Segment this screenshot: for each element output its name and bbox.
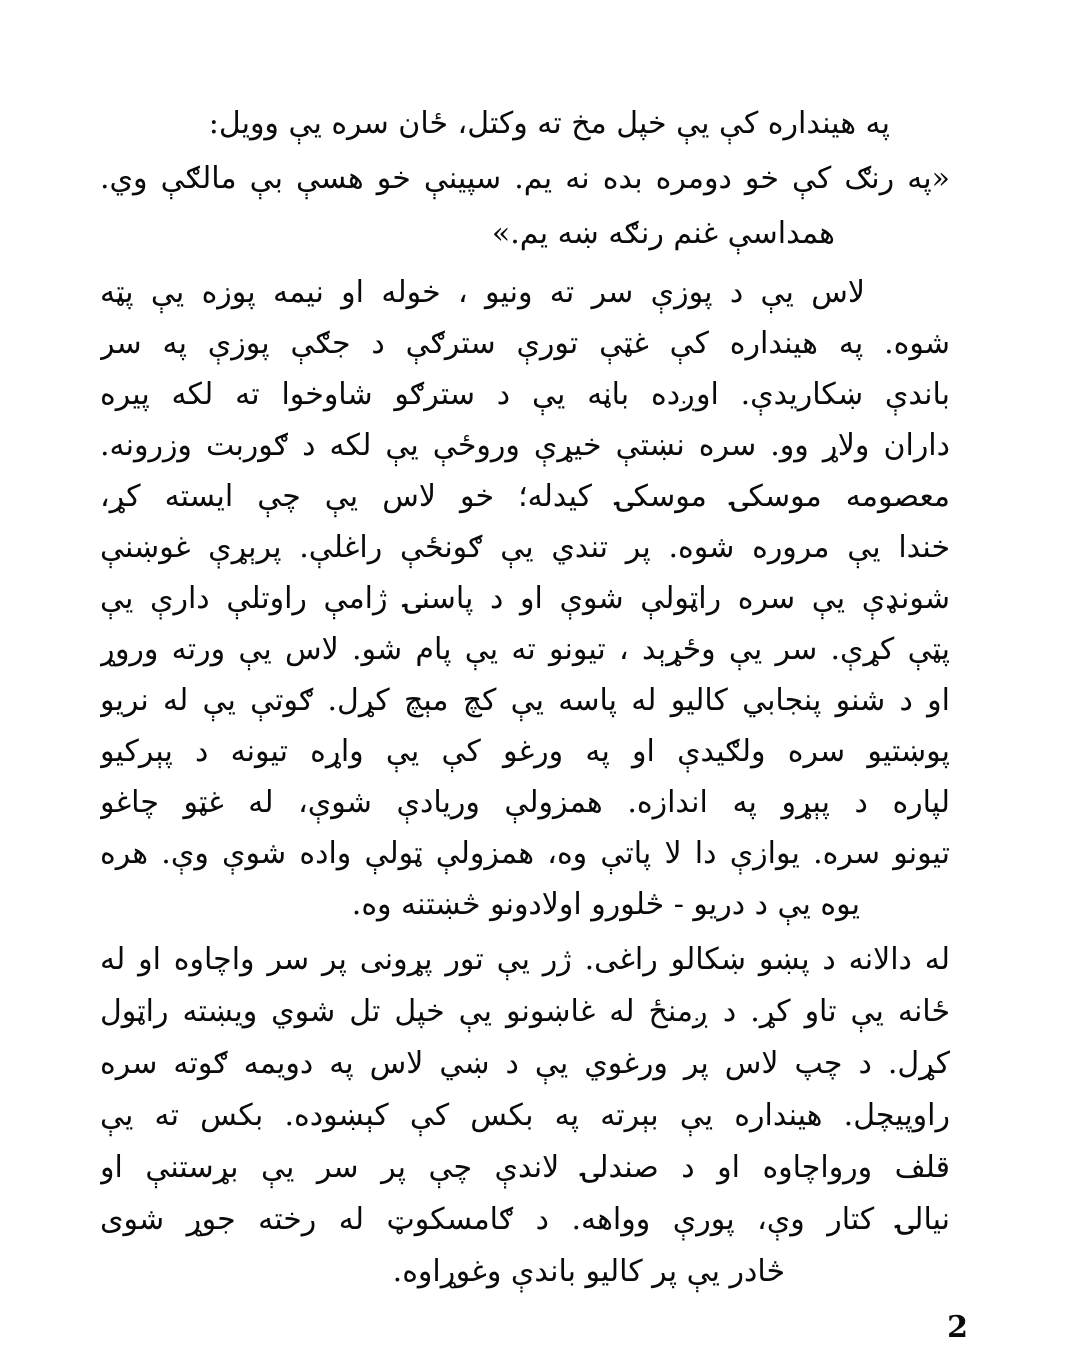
paragraph-3 [100,934,950,1298]
page-number: 2 [947,1310,968,1345]
text-line: خندا يې مروره شوه. پر تندي يې ګونځې راغلې. پرېړې غوښنې [100,530,950,565]
paragraph-2 [100,267,950,930]
text-line: کړل. د چپ لاس پر ورغوي يې د ښي لاس په دويمه ګوته سره [100,1046,950,1081]
text-block [100,96,950,1298]
text-line: لپاره د پېړو په اندازه. همزولې وريادې شوې، له غټو چاغو [100,785,950,820]
text-line: له دالانه د پښو ښکالو راغی. ژر يې تور پړونی پر سر واچاوه او له [100,942,950,977]
text-line: شونډې يې سره راټولې شوې او د پاسنۍ ژامې راوتلې دارې يې [100,581,950,616]
text-line: ځانه يې تاو کړ. د ږمنځ له غاښونو يې خپل تل شوي ويښته راټول [100,994,950,1029]
text-line: همداسې غنم رنګه ښه يم.» [491,216,835,251]
text-line: تيونو سره. يوازې دا لا پاتې وه، همزولې ټولې واده شوې وې. هره [100,836,950,871]
text-line: پټې کړې. سر يې وځړېد ، تيونو ته يې پام شو. لاس يې ورته وروړ [100,632,950,667]
text-line: يوه يې د دريو - څلورو اولادونو څښتنه وه. [351,887,860,922]
text-line: شوه. په هينداره کې غټې تورې سترګې د جګې پوزې په سر [100,326,950,361]
text-line: لاس يې د پوزې سر ته ونيو ، خوله او نيمه پوزه يې پټه [100,275,865,310]
text-line: داران ولاړ وو. سره نښتې خيړې وروځې يې لکه د ګوربت وزرونه. [100,428,950,463]
text-line: باندې ښکاريدې. اوږده باڼه يې د سترګو شاوخوا ته لکه پيره [100,377,950,412]
text-line: او د شنو پنجابي کاليو له پاسه يې کچ مېچ کړل. ګوتې يې له نريو [100,683,950,718]
paragraph-1 [100,96,950,261]
text-line: پوښتيو سره ولګيدې او په ورغو کې يې واړه تيونه د پېرکيو [100,734,950,769]
text-line: قلف ورواچاوه او د صندلۍ لاندې چې پر سر يې بړستنې او [100,1150,950,1185]
text-line: معصومه موسکۍ موسکۍ کيدله؛ خو لاس يې چې ايسته کړ، [100,479,950,514]
text-line: راوپيچل. هينداره يې بېرته په بکس کې کېښوده. بکس ته يې [100,1098,950,1133]
text-line: «په رنګ کې خو دومره بده نه يم. سپينې خو هسې بې مالګې وي. [100,161,950,196]
text-line: په هينداره کې يې خپل مخ ته وکتل، ځان سره يې وويل: [208,106,890,141]
text-line: څادر يې پر کاليو باندې وغوړاوه. [392,1254,785,1289]
text-line: نيالۍ کتار وې، پورې وواهه. د ګامسکوټ له رخته جوړ شوی [100,1202,950,1237]
